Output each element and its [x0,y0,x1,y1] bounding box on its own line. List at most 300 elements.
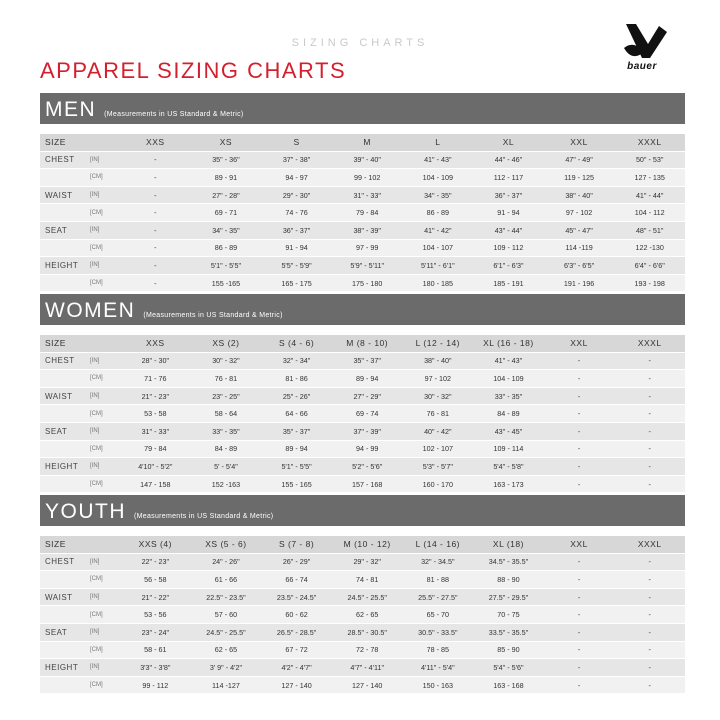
table-cell: 191 - 196 [544,274,615,292]
table-cell: 91 - 94 [261,239,332,257]
measurement-label [40,641,86,659]
table-cell: 25.5" - 27.5" [403,588,474,606]
table-cell: 6'3" - 6'5" [544,257,615,275]
section-title: WOMEN [45,299,136,322]
size-column-header: XS [191,134,262,151]
table-row [40,676,685,694]
table-cell: - [120,151,191,169]
section-men [40,93,685,292]
table-cell: - [614,387,685,405]
table-cell: 112 - 117 [473,169,544,187]
table-cell: 76 - 81 [191,370,262,388]
table-cell: 119 - 125 [544,169,615,187]
table-cell: 97 - 102 [544,204,615,222]
table-cell: - [614,440,685,458]
size-table [40,536,685,694]
table-cell: 57 - 60 [191,606,262,624]
unit-label: [IN] [86,257,120,275]
table-cell: 30.5" - 33.5" [403,623,474,641]
table-cell: 64 - 66 [261,405,332,423]
table-cell: 102 - 107 [403,440,474,458]
table-row [40,405,685,423]
table-cell: 24.5" - 25.5" [191,623,262,641]
unit-label: [CM] [86,239,120,257]
table-cell: 28" - 30" [120,352,191,370]
table-cell: 61 - 66 [191,571,262,589]
table-cell: 27.5" - 29.5" [473,588,544,606]
measurement-label: WAIST [40,387,86,405]
unit-label: [CM] [86,370,120,388]
table-row [40,169,685,187]
unit-label: [CM] [86,274,120,292]
table-row [40,588,685,606]
table-cell: 69 - 71 [191,204,262,222]
table-cell: - [614,458,685,476]
size-column-header: XXS [120,134,191,151]
table-cell: 150 - 163 [403,676,474,694]
size-column-header: XXL [544,335,615,352]
table-cell: 81 - 88 [403,571,474,589]
table-cell: 89 - 91 [191,169,262,187]
table-cell: 56 - 58 [120,571,191,589]
section-subtitle: (Measurements in US Standard & Metric) [134,513,274,520]
table-cell: 33" - 35" [473,387,544,405]
size-column-header: S (4 - 6) [261,335,332,352]
table-cell: 43" - 45" [473,422,544,440]
table-cell: 50" - 53" [614,151,685,169]
table-cell: 34" - 35" [191,221,262,239]
table-cell: 45" - 47" [544,221,615,239]
table-row [40,641,685,659]
table-cell: 4'7" - 4'11" [332,659,403,677]
table-cell: 35" - 36" [191,151,262,169]
table-cell: 78 - 85 [403,641,474,659]
size-table [40,335,685,493]
table-cell: 104 - 112 [614,204,685,222]
table-cell: - [544,352,615,370]
table-cell: - [614,623,685,641]
measurement-label: HEIGHT [40,458,86,476]
table-row [40,387,685,405]
page-title: APPAREL SIZING CHARTS [40,58,347,83]
unit-label: [IN] [86,186,120,204]
table-cell: 97 - 102 [403,370,474,388]
size-column-header: XXXL [614,335,685,352]
table-cell: - [614,352,685,370]
table-cell: 127 - 140 [261,676,332,694]
table-cell: 6'1" - 6'3" [473,257,544,275]
measurement-label [40,405,86,423]
table-cell: - [544,553,615,571]
table-cell: 33" - 35" [191,422,262,440]
table-cell: 5'11" - 6'1" [403,257,474,275]
table-cell: 30" - 32" [403,387,474,405]
unit-label: [CM] [86,440,120,458]
unit-label: [CM] [86,641,120,659]
measurement-label [40,571,86,589]
table-cell: - [614,588,685,606]
unit-label: [IN] [86,387,120,405]
table-cell: - [120,204,191,222]
table-cell: 5'1" - 5'5" [261,458,332,476]
table-cell: 38" - 39" [332,221,403,239]
table-cell: - [544,676,615,694]
table-cell: 67 - 72 [261,641,332,659]
table-cell: 39" - 40" [332,151,403,169]
table-cell: 62 - 65 [332,606,403,624]
unit-label: [IN] [86,422,120,440]
unit-label: [IN] [86,588,120,606]
size-header-row [40,335,685,352]
size-column-header: XL (18) [473,536,544,553]
measurement-label [40,475,86,493]
table-cell: - [614,405,685,423]
table-cell: 34" - 35" [403,186,474,204]
table-cell: 84 - 89 [191,440,262,458]
measurement-label [40,370,86,388]
table-cell: 4'11" - 5'4" [403,659,474,677]
table-cell: 147 - 158 [120,475,191,493]
table-cell: - [544,370,615,388]
table-cell: - [614,641,685,659]
section-subtitle: (Measurements in US Standard & Metric) [143,312,283,319]
measurement-label [40,606,86,624]
table-row [40,553,685,571]
table-row [40,274,685,292]
size-column-header: L (14 - 16) [403,536,474,553]
size-column-header: XS (2) [191,335,262,352]
measurement-label [40,169,86,187]
size-column-header: XXXL [614,134,685,151]
table-cell: 89 - 94 [261,440,332,458]
table-cell: 66 - 74 [261,571,332,589]
table-cell: 163 - 168 [473,676,544,694]
table-row [40,475,685,493]
table-cell: 157 - 168 [332,475,403,493]
table-cell: - [120,257,191,275]
table-cell: - [544,588,615,606]
table-cell: 62 - 65 [191,641,262,659]
table-cell: 76 - 81 [403,405,474,423]
table-row [40,571,685,589]
measurement-label [40,204,86,222]
table-cell: 27" - 28" [191,186,262,204]
measurement-label: CHEST [40,352,86,370]
size-column-header: XXL [544,536,615,553]
table-cell: - [614,676,685,694]
table-cell: - [544,606,615,624]
table-cell: 38" - 40" [544,186,615,204]
section-title: MEN [45,98,97,121]
table-cell: 37" - 38" [261,151,332,169]
size-column-header: S [261,134,332,151]
table-cell: - [120,186,191,204]
unit-label: [IN] [86,553,120,571]
table-row [40,659,685,677]
table-cell: - [614,606,685,624]
table-cell: - [544,659,615,677]
table-row [40,257,685,275]
table-cell: 37" - 39" [332,422,403,440]
table-cell: 35" - 37" [332,352,403,370]
table-cell: 193 - 198 [614,274,685,292]
table-cell: - [544,405,615,423]
table-row [40,204,685,222]
table-cell: 31" - 33" [332,186,403,204]
table-cell: 180 - 185 [403,274,474,292]
table-cell: 127 - 140 [332,676,403,694]
table-cell: 88 - 90 [473,571,544,589]
size-column-header: L [403,134,474,151]
table-cell: - [614,370,685,388]
table-cell: 53 - 58 [120,405,191,423]
table-cell: 21" - 22" [120,588,191,606]
unit-label: [IN] [86,151,120,169]
table-cell: 79 - 84 [120,440,191,458]
table-cell: 36" - 37" [473,186,544,204]
table-cell: 86 - 89 [191,239,262,257]
section-header [40,495,685,526]
measurement-label: CHEST [40,553,86,571]
measurement-label: HEIGHT [40,659,86,677]
unit-label: [CM] [86,169,120,187]
size-column-header: XXXL [614,536,685,553]
size-column-header: XXL [544,134,615,151]
table-cell: 58 - 61 [120,641,191,659]
table-cell: 22" - 23" [120,553,191,571]
size-column-header: XXS [120,335,191,352]
size-column-header: XL [473,134,544,151]
unit-label: [CM] [86,204,120,222]
table-cell: 30" - 32" [191,352,262,370]
size-column-header: XS (5 - 6) [191,536,262,553]
table-cell: 155 - 165 [261,475,332,493]
table-cell: 24.5" - 25.5" [332,588,403,606]
table-cell: 89 - 94 [332,370,403,388]
table-cell: 25" - 26" [261,387,332,405]
table-cell: - [544,422,615,440]
measurement-label [40,676,86,694]
unit-label: [CM] [86,571,120,589]
table-cell: 99 - 102 [332,169,403,187]
table-row [40,221,685,239]
table-cell: 122 -130 [614,239,685,257]
table-cell: 41" - 42" [403,221,474,239]
size-column-header: XL (16 - 18) [473,335,544,352]
table-cell: 94 - 97 [261,169,332,187]
table-cell: 155 -165 [191,274,262,292]
size-column-header: M [332,134,403,151]
table-cell: 3'3" - 3'8" [120,659,191,677]
measurement-label [40,274,86,292]
table-row [40,458,685,476]
table-cell: 32" - 34" [261,352,332,370]
table-cell: - [120,169,191,187]
size-column-header: S (7 - 8) [261,536,332,553]
unit-label: [CM] [86,676,120,694]
table-cell: 163 - 173 [473,475,544,493]
table-cell: 24" - 26" [191,553,262,571]
table-cell: 104 - 107 [403,239,474,257]
unit-label: [IN] [86,221,120,239]
table-cell: 165 - 175 [261,274,332,292]
table-row [40,623,685,641]
table-cell: - [120,221,191,239]
table-cell: - [544,440,615,458]
table-cell: - [120,274,191,292]
size-header-row [40,536,685,553]
table-cell: - [614,553,685,571]
table-cell: 23" - 24" [120,623,191,641]
table-cell: 104 - 109 [473,370,544,388]
section-header [40,294,685,325]
section-subtitle: (Measurements in US Standard & Metric) [104,111,244,118]
section-youth [40,495,685,694]
table-cell: 114 -127 [191,676,262,694]
table-cell: 41" - 43" [473,352,544,370]
size-header-row [40,134,685,151]
table-row [40,186,685,204]
table-cell: - [614,571,685,589]
page-top-label: SIZING CHARTS [291,37,429,49]
unit-label: [IN] [86,659,120,677]
table-cell: - [544,623,615,641]
table-cell: 38" - 40" [403,352,474,370]
table-cell: 70 - 75 [473,606,544,624]
measurement-label: SEAT [40,623,86,641]
table-cell: 175 - 180 [332,274,403,292]
table-cell: 3' 9" - 4'2" [191,659,262,677]
brand-wordmark: bauer [627,61,657,72]
table-cell: 5'4" - 5'8" [473,458,544,476]
table-cell: 31" - 33" [120,422,191,440]
measurement-label [40,239,86,257]
table-cell: 160 - 170 [403,475,474,493]
table-cell: 41" - 44" [614,186,685,204]
table-cell: 74 - 76 [261,204,332,222]
table-cell: 23.5" - 24.5" [261,588,332,606]
size-column-header: XXS (4) [120,536,191,553]
table-cell: 6'4" - 6'6" [614,257,685,275]
table-cell: 36" - 37" [261,221,332,239]
table-cell: 29" - 30" [261,186,332,204]
table-row [40,606,685,624]
table-cell: 21" - 23" [120,387,191,405]
unit-label: [IN] [86,352,120,370]
measurement-label: HEIGHT [40,257,86,275]
table-cell: - [120,239,191,257]
table-cell: 35" - 37" [261,422,332,440]
table-cell: - [544,475,615,493]
table-cell: - [544,458,615,476]
table-cell: 5'4" - 5'6" [473,659,544,677]
unit-label: [IN] [86,458,120,476]
measurement-label: SEAT [40,422,86,440]
table-cell: 43" - 44" [473,221,544,239]
table-cell: 65 - 70 [403,606,474,624]
table-cell: 5'5" - 5'9" [261,257,332,275]
table-cell: 99 - 112 [120,676,191,694]
table-cell: 34.5" - 35.5" [473,553,544,571]
table-cell: 26" - 29" [261,553,332,571]
table-row [40,370,685,388]
table-cell: 94 - 99 [332,440,403,458]
table-row [40,239,685,257]
table-cell: 79 - 84 [332,204,403,222]
size-column-header: M (10 - 12) [332,536,403,553]
table-cell: 4'10" - 5'2" [120,458,191,476]
measurement-label: WAIST [40,588,86,606]
table-cell: 5'3" - 5'7" [403,458,474,476]
table-row [40,352,685,370]
table-cell: 22.5" - 23.5" [191,588,262,606]
table-cell: 40" - 42" [403,422,474,440]
table-cell: 85 - 90 [473,641,544,659]
table-cell: - [614,422,685,440]
table-cell: 60 - 62 [261,606,332,624]
table-cell: 33.5" - 35.5" [473,623,544,641]
table-cell: - [614,475,685,493]
table-cell: 5'1" - 5'5" [191,257,262,275]
size-header-label: SIZE [40,134,120,151]
table-row [40,422,685,440]
table-cell: 5' - 5'4" [191,458,262,476]
table-cell: 4'2" - 4'7" [261,659,332,677]
size-header-label: SIZE [40,335,120,352]
table-row [40,440,685,458]
table-cell: 44" - 46" [473,151,544,169]
size-table [40,134,685,292]
table-cell: 127 - 135 [614,169,685,187]
table-cell: 58 - 64 [191,405,262,423]
measurement-label [40,440,86,458]
table-cell: 48" - 51" [614,221,685,239]
table-cell: 185 - 191 [473,274,544,292]
unit-label: [IN] [86,623,120,641]
table-row [40,151,685,169]
table-cell: 104 - 109 [403,169,474,187]
table-cell: - [544,641,615,659]
table-cell: 28.5" - 30.5" [332,623,403,641]
section-title: YOUTH [45,500,126,523]
table-cell: 26.5" - 28.5" [261,623,332,641]
size-header-label: SIZE [40,536,120,553]
section-header [40,93,685,124]
table-cell: 109 - 114 [473,440,544,458]
table-cell: 69 - 74 [332,405,403,423]
table-cell: 81 - 86 [261,370,332,388]
table-cell: 53 - 56 [120,606,191,624]
unit-label: [CM] [86,405,120,423]
measurement-label: SEAT [40,221,86,239]
table-cell: 5'2" - 5'6" [332,458,403,476]
table-cell: 47" - 49" [544,151,615,169]
measurement-label: WAIST [40,186,86,204]
table-cell: 91 - 94 [473,204,544,222]
unit-label: [CM] [86,475,120,493]
table-cell: 72 - 78 [332,641,403,659]
table-cell: 71 - 76 [120,370,191,388]
table-cell: 109 - 112 [473,239,544,257]
table-cell: 27" - 29" [332,387,403,405]
unit-label: [CM] [86,606,120,624]
table-cell: - [544,387,615,405]
table-cell: - [614,659,685,677]
table-cell: 97 - 99 [332,239,403,257]
table-cell: 84 - 89 [473,405,544,423]
table-cell: 114 -119 [544,239,615,257]
measurement-label: CHEST [40,151,86,169]
